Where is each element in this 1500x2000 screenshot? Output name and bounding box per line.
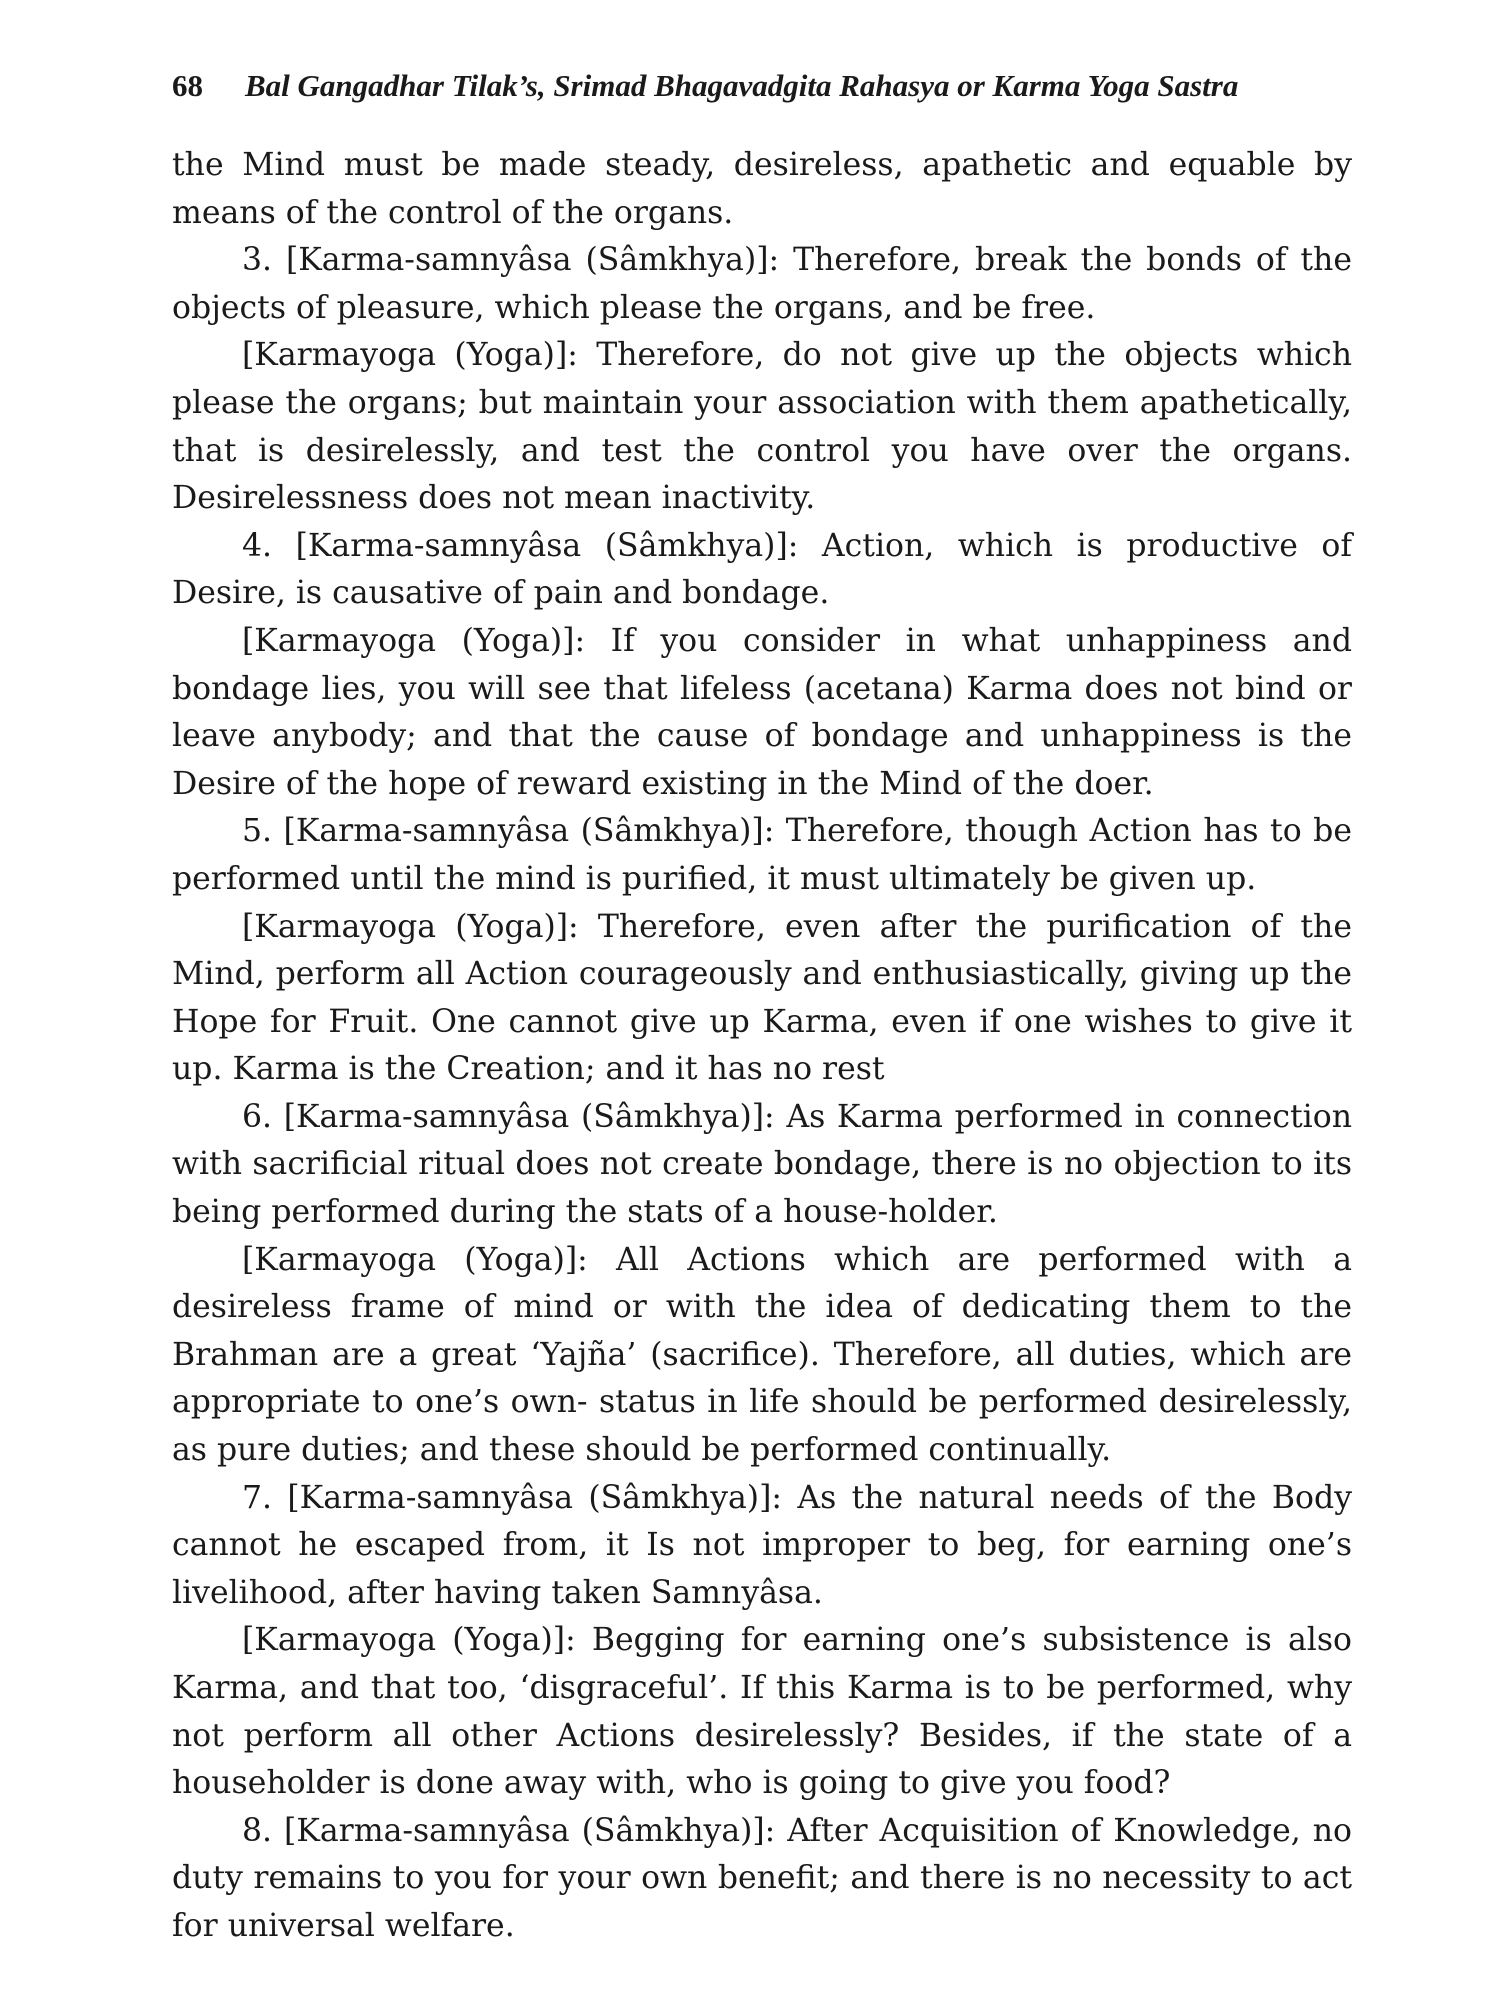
paragraph-continuation: the Mind must be made steady, desireless, apathetic and equable by means of the control of the organs. [172,147,1352,231]
paragraph-4-yoga: [Karmayoga (Yoga)]: If you consider in what unhappiness and bondage lies, you will see that lifeless (acetana) Karma does not bind or leave anybody; and that the cause of bondage and unhappiness is the Desire of the hope of reward existing in the Mind of the doer. [172,622,1352,802]
paragraph-6-yoga: [Karmayoga (Yoga)]: All Actions which are performed with a desireless frame of mind or with the idea of dedicating them to the Brahman are a great ‘Yajña’ (sacrifice). Therefore, all duties, which are appropriate to one’s own- status in life should be performed desirelessly, as pure duties; and these should be performed continually. [172,1241,1352,1469]
paragraph-8-samkhya: 8. [Karma-samnyâsa (Sâmkhya)]: After Acquisition of Knowledge, no duty remains to you for your own benefit; and there is no necessity to act for universal welfare. [172,1812,1352,1944]
paragraph-7-yoga: [Karmayoga (Yoga)]: Begging for earning one’s subsistence is also Karma, and that too, ‘disgraceful’. If this Karma is to be performed, why not perform all other Actions desirelessly? Besides, if the state of a householder is done away with, who is going to give you food? [172,1622,1352,1802]
paragraph-5-yoga: [Karmayoga (Yoga)]: Therefore, even after the purification of the Mind, perform all Action courageously and enthusiastically, giving up the Hope for Fruit. One cannot give up Karma, even if one wishes to give it up. Karma is the Creation; and it has no rest [172,908,1352,1088]
paragraph-4-samkhya: 4. [Karma-samnyâsa (Sâmkhya)]: Action, which is productive of Desire, is causative of pain and bondage. [172,527,1352,612]
running-title: Bal Gangadhar Tilak’s, Srimad Bhagavadgita Rahasya or Karma Yoga Sastra [245,68,1239,103]
book-page [172,68,1352,1951]
paragraph-3-samkhya: 3. [Karma-samnyâsa (Sâmkhya)]: Therefore, break the bonds of the objects of pleasure, which please the organs, and be free. [172,242,1352,326]
paragraph-5-samkhya: 5. [Karma-samnyâsa (Sâmkhya)]: Therefore, though Action has to be performed until the mind is purified, it must ultimately be given up. [172,813,1352,897]
paragraph-7-samkhya: 7. [Karma-samnyâsa (Sâmkhya)]: As the natural needs of the Body cannot he escaped from, it Is not improper to beg, for earning one’s livelihood, after having taken Samnyâsa. [172,1479,1352,1611]
body-text [172,142,1352,1951]
page-number: 68 [172,68,203,103]
paragraph-3-yoga: [Karmayoga (Yoga)]: Therefore, do not give up the objects which please the organs; but maintain your association with them apathetically, that is desirelessly, and test the control you have over the organs. Desirelessness does not mean inactivity. [172,337,1352,517]
paragraph-6-samkhya: 6. [Karma-samnyâsa (Sâmkhya)]: As Karma performed in connection with sacrificial ritual does not create bondage, there is no objection to its being performed during the stats of a house-holder. [172,1098,1352,1231]
running-header [172,68,1352,124]
